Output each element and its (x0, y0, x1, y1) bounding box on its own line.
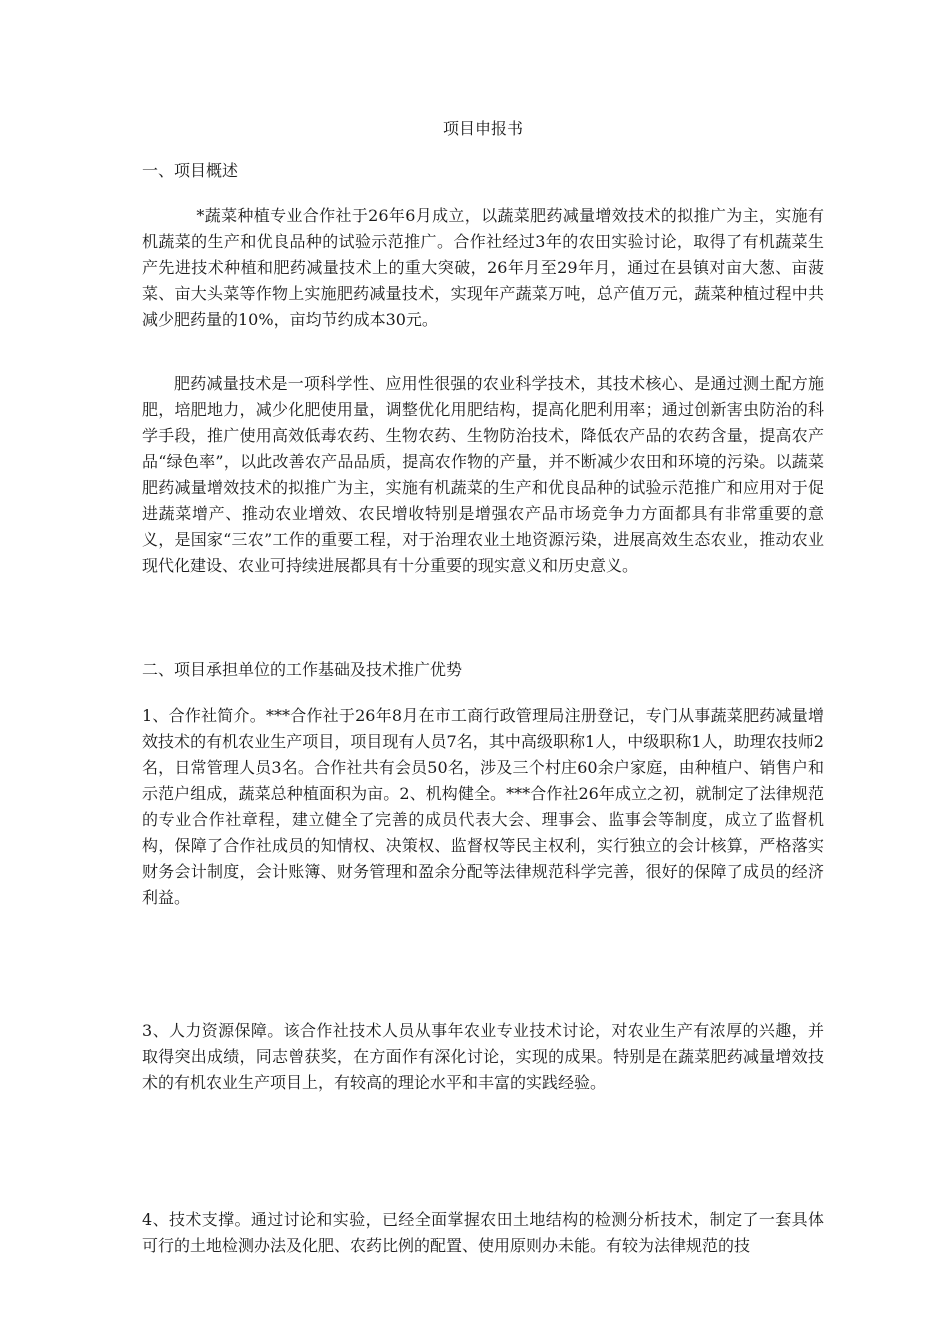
section-heading-foundation: 二、项目承担单位的工作基础及技术推广优势 (142, 660, 463, 679)
paragraph-cooperative-intro: 1、合作社简介。***合作社于26年8月在市工商行政管理局注册登记，专门从事蔬菜肥药减量增效技术的有机农业生产项目，项目现有人员7名，其中高级职称1人，中级职称1人，助理农技师2名，日常管理人员3名。合作社共有会员50名，涉及三个村庄60余户家庭，由种植户、销售户和示范户组成，蔬菜总种植面积为亩。2、机构健全。***合作社26年成立之初，就制定了法律规范的专业合作社章程，建立健全了完善的成员代表大会、理事会、监事会等制度，成立了监督机构，保障了合作社成员的知情权、决策权、监督权等民主权利，实行独立的会计核算，严格落实财务会计制度，会计账簿、财务管理和盈余分配等法律规范科学完善，很好的保障了成员的经济利益。 (142, 706, 824, 907)
document-title: 项目申报书 (442, 119, 523, 138)
paragraph-overview-1: *蔬菜种植专业合作社于26年6月成立，以蔬菜肥药减量增效技术的拟推广为主，实施有机蔬菜的生产和优良品种的试验示范推广。合作社经过3年的农田实验讨论，取得了有机蔬菜生产先进技术种植和肥药减量技术上的重大突破，26年月至29年月，通过在县镇对亩大葱、亩菠菜、亩大头菜等作物上实施肥药减量技术，实现年产蔬菜万吨，总产值万元，蔬菜种植过程中共减少肥药量的10%，亩均节约成本30元。 (142, 206, 824, 329)
section-heading-overview: 一、项目概述 (142, 161, 239, 180)
paragraph-technical-support: 4、技术支撑。通过讨论和实验，已经全面掌握农田土地结构的检测分析技术，制定了一套具体可行的土地检测办法及化肥、农药比例的配置、使用原则办未能。有较为法律规范的技 (142, 1210, 824, 1255)
paragraph-overview-2: 肥药减量技术是一项科学性、应用性很强的农业科学技术，其技术核心、是通过测土配方施肥，培肥地力，减少化肥使用量，调整优化用肥结构，提高化肥利用率；通过创新害虫防治的科学手段，推广使用高效低毒农药、生物农药、生物防治技术，降低农产品的农药含量，提高农产品“绿色率”，以此改善农产品品质，提高农作物的产量，并不断减少农田和环境的污染。以蔬菜肥药减量增效技术的拟推广为主，实施有机蔬菜的生产和优良品种的试验示范推广和应用对于促进蔬菜增产、推动农业增效、农民增收特别是增强农产品市场竞争力方面都具有非常重要的意义，是国家“三农”工作的重要工程，对于治理农业土地资源污染，进展高效生态农业，推动农业现代化建设、农业可持续进展都具有十分重要的现实意义和历史意义。 (142, 374, 824, 575)
paragraph-human-resources: 3、人力资源保障。该合作社技术人员从事年农业专业技术讨论，对农业生产有浓厚的兴趣，并取得突出成绩，同志曾获奖，在方面作有深化讨论，实现的成果。特别是在蔬菜肥药减量增效技术的有机农业生产项目上，有较高的理论水平和丰富的实践经验。 (142, 1021, 824, 1092)
